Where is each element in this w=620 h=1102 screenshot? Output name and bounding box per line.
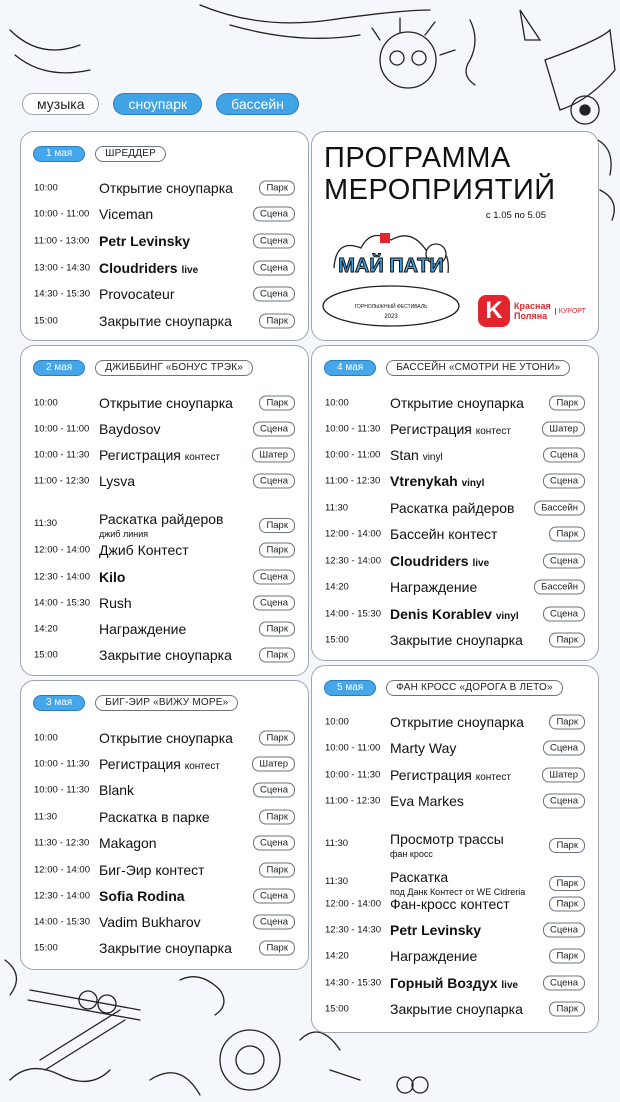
- event-title: Petr Levinsky: [390, 922, 482, 938]
- event-name: [390, 948, 477, 964]
- event-time: 12:00 - 14:00: [34, 544, 90, 556]
- location-tag: Сцена: [253, 783, 295, 798]
- event-title: Регистрация: [99, 756, 181, 772]
- event-time: 11:00 - 12:30: [34, 475, 90, 487]
- event-name: [99, 569, 125, 585]
- schedule-row: [21, 255, 308, 281]
- event-heading: БИГ-ЭИР «ВИЖУ МОРЕ»: [95, 695, 238, 711]
- event-title: Раскатка: [390, 869, 449, 885]
- event-subtitle: под Данк Контест от WE Cidreria: [390, 887, 526, 897]
- event-time: 10:00 - 11:00: [34, 423, 90, 435]
- event-name: [390, 526, 497, 542]
- tab-pool[interactable]: бассейн: [216, 93, 299, 115]
- schedule-row: [312, 468, 598, 494]
- day-header: [33, 695, 238, 711]
- location-tag: Бассейн: [534, 501, 585, 516]
- event-time: 15:00: [34, 315, 58, 327]
- event-title: Vadim Bukharov: [99, 914, 201, 930]
- event-time: 14:20: [325, 581, 349, 593]
- event-name: [99, 647, 232, 663]
- schedule-row: [21, 390, 308, 416]
- event-time: 10:00 - 11:30: [34, 449, 90, 461]
- schedule-row: [21, 416, 308, 442]
- event-title: Открытие сноупарка: [99, 395, 233, 411]
- event-time: 11:30: [325, 502, 349, 514]
- event-title: Бассейн контест: [390, 526, 498, 542]
- event-time: 15:00: [325, 1003, 349, 1015]
- schedule-row: [312, 574, 598, 600]
- schedule-row: [21, 804, 308, 830]
- location-tag: Сцена: [543, 923, 585, 938]
- location-tag: Сцена: [543, 554, 585, 569]
- event-time: 10:00 - 11:30: [325, 769, 381, 781]
- event-name: [390, 632, 523, 648]
- event-name: [99, 447, 220, 463]
- event-name: [99, 730, 233, 746]
- location-tag: Парк: [549, 396, 585, 411]
- event-name: [99, 286, 174, 302]
- location-tag: Парк: [549, 1002, 585, 1017]
- event-name: [390, 606, 519, 622]
- schedule-row: [312, 521, 598, 547]
- event-name: [390, 714, 524, 730]
- schedule-row: [312, 762, 598, 788]
- event-time: 10:00 - 11:30: [34, 758, 90, 770]
- event-name: [390, 975, 518, 991]
- event-time: 10:00 - 11:00: [325, 449, 381, 461]
- event-name: [99, 595, 132, 611]
- event-time: 14:20: [34, 623, 58, 635]
- event-time: 11:30: [325, 838, 349, 849]
- schedule-row: [21, 909, 308, 935]
- event-name: [99, 206, 153, 222]
- event-title: Открытие сноупарка: [390, 714, 524, 730]
- event-subtitle: джиб линия: [99, 529, 149, 539]
- event-name: [99, 511, 223, 527]
- event-time: 11:30 - 12:30: [34, 837, 90, 849]
- event-time: 13:00 - 14:30: [34, 262, 90, 274]
- event-name: [99, 914, 201, 930]
- location-tag: Парк: [259, 181, 295, 196]
- event-time: 10:00 - 11:00: [325, 742, 381, 754]
- event-name: [390, 395, 524, 411]
- event-name: [390, 922, 481, 938]
- event-name: [99, 888, 185, 904]
- schedule-row: [312, 548, 598, 574]
- event-time: 15:00: [325, 634, 349, 646]
- schedule-row: [21, 935, 308, 961]
- schedule-row: [21, 830, 308, 856]
- location-tag: Парк: [259, 543, 295, 558]
- event-time: 11:00 - 12:30: [325, 475, 381, 487]
- schedule-row: [312, 495, 598, 521]
- title-card: [311, 131, 599, 341]
- event-title: Горный Воздух: [390, 975, 498, 991]
- event-title: Открытие сноупарка: [390, 395, 524, 411]
- event-title: Регистрация: [99, 447, 181, 463]
- event-title: Закрытие сноупарка: [99, 647, 232, 663]
- schedule-row: [21, 442, 308, 468]
- schedule-row: [21, 281, 308, 307]
- schedule-row: [312, 709, 598, 735]
- event-time: 11:30: [325, 876, 349, 887]
- event-time: 12:00 - 14:00: [34, 864, 90, 876]
- event-time: 11:30: [34, 518, 58, 529]
- brand-k-icon: K: [478, 295, 510, 327]
- location-tag: Сцена: [253, 207, 295, 222]
- event-name: [390, 421, 511, 437]
- day-header: [324, 680, 563, 696]
- event-name: [390, 896, 510, 912]
- event-time: 11:00 - 12:30: [325, 795, 381, 807]
- event-name: [390, 767, 511, 783]
- event-title: Stan: [390, 447, 419, 463]
- event-note: контест: [184, 761, 220, 772]
- event-time: 12:30 - 14:00: [34, 571, 90, 583]
- event-title: Provocateur: [99, 286, 175, 302]
- event-name: [99, 835, 157, 851]
- event-time: 14:00 - 15:30: [325, 608, 381, 620]
- schedule-row: [21, 308, 308, 334]
- event-heading: ШРЕДДЕР: [95, 146, 166, 162]
- location-tag: Парк: [549, 838, 585, 853]
- location-tag: Парк: [549, 949, 585, 964]
- event-name: [390, 579, 477, 595]
- event-name: [99, 862, 205, 878]
- brand-line2: Поляна: [514, 311, 548, 321]
- event-title: Petr Levinsky: [99, 233, 191, 249]
- event-note: контест: [475, 772, 511, 783]
- location-tag: Шатер: [252, 757, 295, 772]
- event-title: Раскатка райдеров: [390, 500, 515, 516]
- event-title: Фан-кросс контест: [390, 896, 510, 912]
- schedule-row: [312, 996, 598, 1022]
- event-title: Eva Markes: [390, 793, 464, 809]
- event-name: [390, 500, 514, 516]
- event-name: [99, 542, 189, 558]
- event-note: live: [501, 980, 519, 991]
- location-tag: Парк: [259, 941, 295, 956]
- event-name: [99, 940, 232, 956]
- event-title: Rush: [99, 595, 132, 611]
- day-card: [311, 345, 599, 661]
- location-tag: Парк: [549, 527, 585, 542]
- event-time: 10:00 - 11:30: [325, 423, 381, 435]
- location-tag: Сцена: [543, 976, 585, 991]
- schedule-row: [21, 201, 308, 227]
- location-tag: Парк: [549, 897, 585, 912]
- event-time: 15:00: [34, 942, 58, 954]
- location-tag: Парк: [259, 396, 295, 411]
- event-time: 12:30 - 14:00: [325, 555, 381, 567]
- event-name: [390, 447, 443, 463]
- schedule-row: [312, 601, 598, 627]
- event-note: vinyl: [461, 478, 485, 489]
- event-title: Baydosov: [99, 421, 161, 437]
- event-heading: ФАН КРОСС «ДОРОГА В ЛЕТО»: [386, 680, 563, 696]
- event-name: [390, 473, 484, 489]
- category-tabs: [22, 93, 299, 115]
- event-title: Marty Way: [390, 740, 457, 756]
- event-title: Закрытие сноупарка: [99, 313, 232, 329]
- day-header: [33, 360, 253, 376]
- event-title: Denis Korablev: [390, 606, 492, 622]
- event-time: 14:30 - 15:30: [325, 977, 381, 989]
- event-name: [99, 260, 198, 276]
- event-title: Vtrenykah: [390, 473, 458, 489]
- schedule-row: [312, 829, 598, 863]
- event-time: 12:00 - 14:00: [325, 898, 381, 910]
- location-tag: Сцена: [253, 596, 295, 611]
- day-header: [33, 146, 166, 162]
- location-tag: Сцена: [543, 474, 585, 489]
- event-name: [99, 809, 210, 825]
- event-name: [390, 869, 448, 885]
- event-title: Sofia Rodina: [99, 888, 185, 904]
- event-title: Раскатка в парке: [99, 809, 210, 825]
- event-title: Viceman: [99, 206, 154, 222]
- event-time: 14:00 - 15:30: [34, 916, 90, 928]
- location-tag: Парк: [259, 518, 295, 533]
- event-time: 14:00 - 15:30: [34, 597, 90, 609]
- event-title: Раскатка райдеров: [99, 511, 224, 527]
- location-tag: Сцена: [253, 915, 295, 930]
- festival-dates: с 1.05 по 5.05: [485, 210, 546, 221]
- location-tag: Сцена: [253, 570, 295, 585]
- event-title: Награждение: [390, 579, 478, 595]
- location-tag: Парк: [259, 314, 295, 329]
- event-time: 10:00 - 11:00: [34, 208, 90, 220]
- date-badge: 1 мая: [33, 146, 85, 162]
- location-tag: Сцена: [253, 261, 295, 276]
- location-tag: Сцена: [253, 422, 295, 437]
- location-tag: Парк: [549, 715, 585, 730]
- location-tag: Сцена: [253, 234, 295, 249]
- location-tag: Парк: [259, 863, 295, 878]
- event-note: vinyl: [422, 452, 443, 463]
- schedule-row: [21, 642, 308, 668]
- event-title: Регистрация: [390, 421, 472, 437]
- location-tag: Сцена: [543, 607, 585, 622]
- event-note: контест: [475, 426, 511, 437]
- event-title: Регистрация: [390, 767, 472, 783]
- event-title: Открытие сноупарка: [99, 180, 233, 196]
- event-name: [99, 756, 220, 772]
- event-name: [99, 180, 233, 196]
- brand-logo: [478, 295, 586, 327]
- event-name: [99, 621, 186, 637]
- event-title: Закрытие сноупарка: [390, 1001, 523, 1017]
- event-time: 10:00: [325, 716, 349, 728]
- logo-text: МАЙ ПАТИ: [338, 255, 444, 277]
- schedule-row: [312, 627, 598, 653]
- event-time: 11:30: [34, 811, 58, 823]
- schedule-row: [21, 616, 308, 642]
- event-title: Джиб Контест: [99, 542, 189, 558]
- event-title: Открытие сноупарка: [99, 730, 233, 746]
- schedule-row: [312, 735, 598, 761]
- event-time: 12:30 - 14:30: [325, 924, 381, 936]
- location-tag: Сцена: [253, 287, 295, 302]
- location-tag: Шатер: [542, 768, 585, 783]
- event-note: live: [181, 265, 199, 276]
- event-subtitle: фан кросс: [390, 849, 433, 859]
- event-name: [99, 782, 134, 798]
- schedule-row: [21, 725, 308, 751]
- schedule-row: [21, 537, 308, 563]
- day-header: [324, 360, 570, 376]
- tab-music[interactable]: музыка: [22, 93, 99, 115]
- location-tag: Парк: [549, 633, 585, 648]
- location-tag: Сцена: [543, 741, 585, 756]
- location-tag: Сцена: [253, 836, 295, 851]
- event-time: 12:30 - 14:00: [34, 890, 90, 902]
- event-time: 12:00 - 14:00: [325, 528, 381, 540]
- schedule-row: [21, 857, 308, 883]
- event-time: 10:00: [34, 182, 58, 194]
- event-name: [99, 395, 233, 411]
- schedule-row: [21, 175, 308, 201]
- schedule-row: [312, 891, 598, 917]
- location-tag: Парк: [259, 810, 295, 825]
- event-heading: ДЖИББИНГ «БОНУС ТРЭК»: [95, 360, 253, 376]
- day-card: [20, 345, 309, 676]
- schedule-row: [21, 564, 308, 590]
- event-heading: БАССЕЙН «СМОТРИ НЕ УТОНИ»: [386, 360, 570, 376]
- event-title: Награждение: [390, 948, 478, 964]
- schedule-row: [21, 590, 308, 616]
- schedule-row: [312, 788, 598, 814]
- event-name: [99, 473, 135, 489]
- location-tag: Сцена: [543, 448, 585, 463]
- location-tag: Шатер: [542, 422, 585, 437]
- event-title: Blank: [99, 782, 135, 798]
- logo-year: 2023: [384, 314, 398, 320]
- tab-snowpark[interactable]: сноупарк: [113, 93, 202, 115]
- event-note: live: [472, 558, 490, 569]
- event-name: [390, 793, 464, 809]
- location-tag: Парк: [259, 648, 295, 663]
- schedule-row: [312, 442, 598, 468]
- location-tag: Сцена: [253, 889, 295, 904]
- event-time: 10:00 - 11:30: [34, 784, 90, 796]
- event-title: Закрытие сноупарка: [99, 940, 232, 956]
- schedule-row: [312, 970, 598, 996]
- date-badge: 5 мая: [324, 680, 376, 696]
- schedule-row: [21, 883, 308, 909]
- event-title: Cloudriders: [390, 553, 469, 569]
- location-tag: Парк: [259, 622, 295, 637]
- event-title: Lysva: [99, 473, 136, 489]
- date-badge: 3 мая: [33, 695, 85, 711]
- event-title: Makagon: [99, 835, 157, 851]
- location-tag: Парк: [259, 731, 295, 746]
- schedule-row: [21, 228, 308, 254]
- event-title: Kilo: [99, 569, 126, 585]
- day-card: [20, 131, 309, 341]
- schedule-row: [21, 468, 308, 494]
- event-title: Биг-Эир контест: [99, 862, 205, 878]
- schedule-row: [312, 917, 598, 943]
- schedule-row: [21, 777, 308, 803]
- schedule-row: [21, 751, 308, 777]
- event-name: [390, 1001, 523, 1017]
- event-name: [99, 313, 232, 329]
- event-title: Награждение: [99, 621, 187, 637]
- location-tag: Бассейн: [534, 580, 585, 595]
- event-name: [99, 233, 190, 249]
- day-card: [20, 680, 309, 970]
- schedule-row: [312, 390, 598, 416]
- brand-line1: Красная: [514, 301, 551, 311]
- location-tag: Сцена: [543, 794, 585, 809]
- event-title: Cloudriders: [99, 260, 178, 276]
- location-tag: Сцена: [253, 474, 295, 489]
- brand-suffix: КУРОРТ: [555, 308, 586, 315]
- event-time: 15:00: [34, 649, 58, 661]
- event-note: контест: [184, 452, 220, 463]
- schedule-row: [312, 943, 598, 969]
- date-badge: 2 мая: [33, 360, 85, 376]
- event-title: Просмотр трассы: [390, 831, 504, 847]
- festival-logo: [316, 228, 466, 332]
- event-time: 11:00 - 13:00: [34, 235, 90, 247]
- logo-subtitle: ГОРНОЛЫЖНЫЙ ФЕСТИВАЛЬ: [354, 304, 428, 310]
- event-name: [390, 740, 456, 756]
- page-title: ПРОГРАММА МЕРОПРИЯТИЙ: [324, 142, 556, 206]
- event-time: 14:20: [325, 950, 349, 962]
- event-name: [390, 553, 489, 569]
- event-name: [390, 831, 504, 847]
- event-title: Закрытие сноупарка: [390, 632, 523, 648]
- event-time: 10:00: [34, 732, 58, 744]
- event-time: 14:30 - 15:30: [34, 288, 90, 300]
- event-time: 10:00: [34, 397, 58, 409]
- date-badge: 4 мая: [324, 360, 376, 376]
- event-note: vinyl: [495, 611, 519, 622]
- event-name: [99, 421, 160, 437]
- schedule-row: [312, 416, 598, 442]
- day-card: [311, 665, 599, 1033]
- location-tag: Парк: [549, 876, 585, 891]
- event-time: 10:00: [325, 397, 349, 409]
- location-tag: Шатер: [252, 448, 295, 463]
